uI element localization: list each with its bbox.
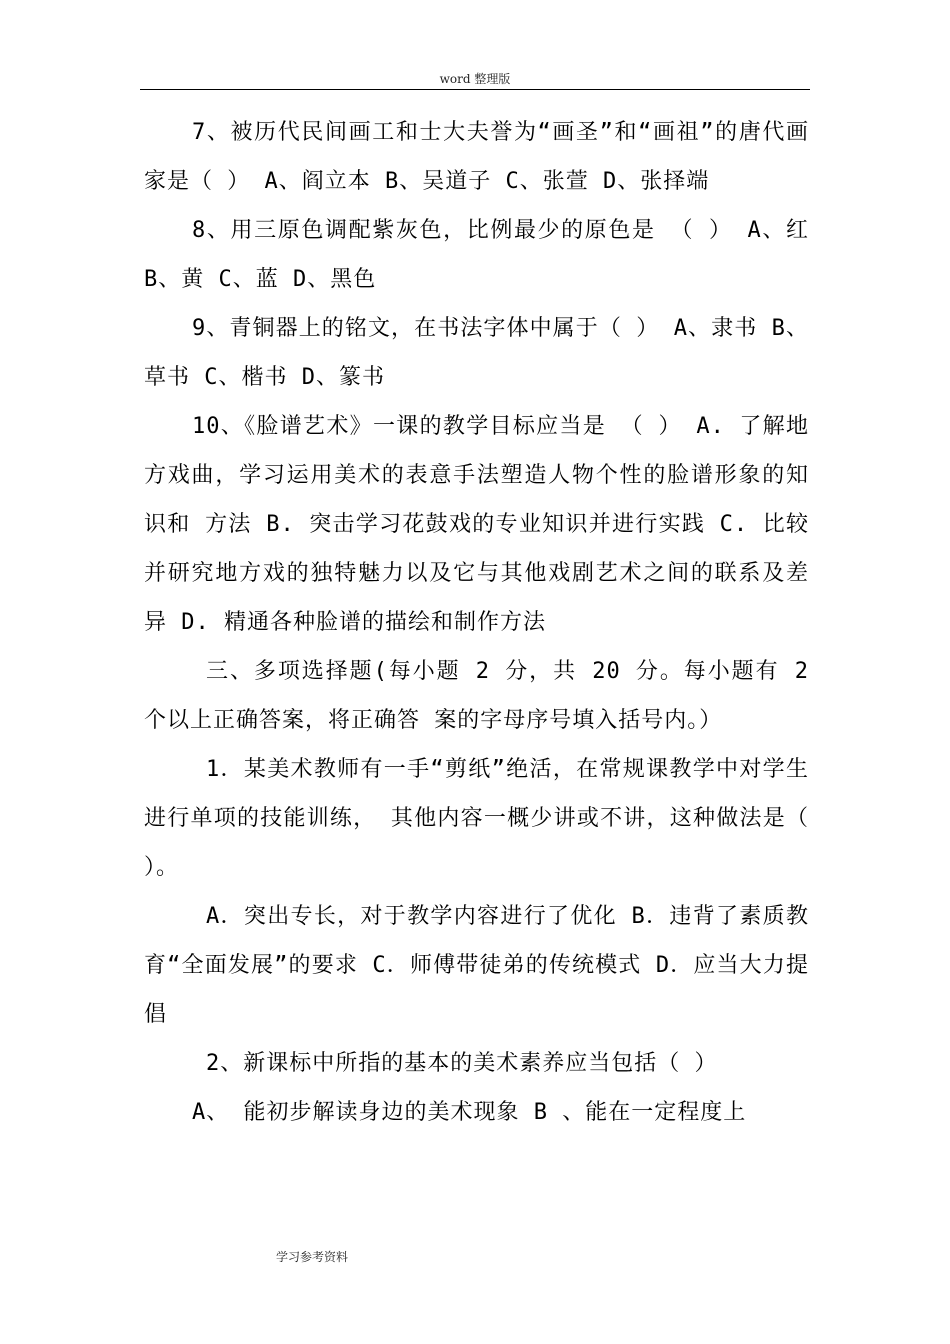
question-7: 7、被历代民间画工和士大夫誉为“画圣”和“画祖”的唐代画家是（ ） A、阎立本 B、吴道子 C、张萱 D、张择端 <box>144 120 809 194</box>
question-8: 8、用三原色调配紫灰色，比例最少的原色是 （ ） A、红 B、黄 C、蓝 D、黑色 <box>144 218 809 292</box>
question-9: 9、青铜器上的铭文，在书法字体中属于（ ） A、隶书 B、草书 C、楷书 D、篆书 <box>144 316 809 390</box>
question-10: 10、《脸谱艺术》一课的教学目标应当是 （ ） A. 了解地方戏曲，学习运用美术的表意手法塑造人物个性的脸谱形象的知识和 方法 B. 突击学习花鼓戏的专业知识并进行实践 C. 比较并研究地方戏的独特魅力以及它与其他戏剧艺术之间的联系及差异 D. 精通各种脸谱的描绘和制作方法 <box>144 414 809 635</box>
multi-question-1: 1．某美术教师有一手“剪纸”绝活，在常规课教学中对学生进行单项的技能训练， 其他内容一概少讲或不讲，这种做法是（ ）。 <box>144 757 809 880</box>
page-header: word 整理版 <box>439 72 511 86</box>
multi-question-2-options: A、 能初步解读身边的美术现象 B 、能在一定程度上 <box>192 1100 747 1125</box>
multi-question-2: 2、新课标中所指的基本的美术素养应当包括（ ） <box>206 1051 718 1076</box>
page-footer: 学习参考资料 <box>276 1250 349 1264</box>
section-heading-multiple-choice: 三、多项选择题(每小题 2 分，共 20 分。每小题有 2 个以上正确答案，将正确答 案的字母序号填入括号内。） <box>144 659 809 733</box>
header-divider <box>140 89 810 90</box>
multi-question-1-options: A．突出专长，对于教学内容进行了优化 B．违背了素质教育“全面发展”的要求 C．师傅带徒弟的传统模式 D．应当大力提倡 <box>144 904 809 1027</box>
document-body <box>144 108 809 1137</box>
